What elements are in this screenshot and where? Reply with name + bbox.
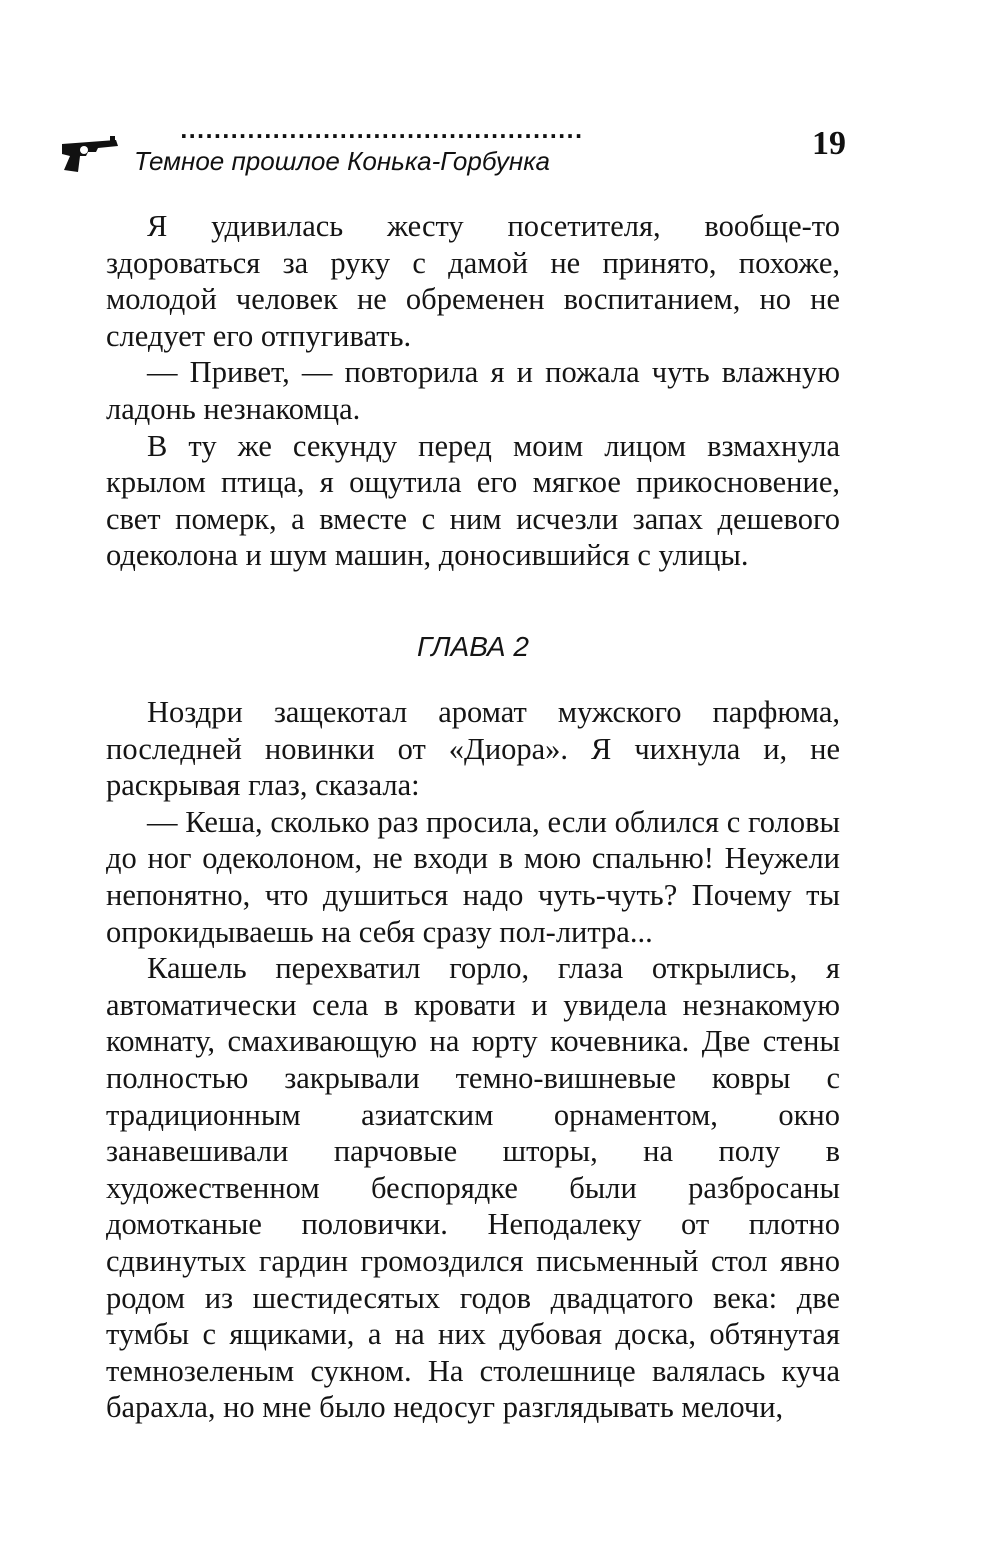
paragraph: Ноздри защекотал аромат мужского парфюма, последней новинки от «Диора». Я чихнула и, не раскрывая глаз, сказала: (106, 695, 840, 803)
running-title: Темное прошлое Конька-Горбунка (134, 146, 550, 176)
paragraph: — Кеша, сколько раз просила, если облился с головы до ног одеколоном, не входи в мою спальню! Неужели непонятно, что душиться надо чуть-чуть? Почему ты опрокидываешь на себя сразу пол-литра... (106, 804, 840, 949)
header-dotted-rule: ................................................ (180, 119, 584, 143)
page-number: 19 (812, 125, 846, 162)
chapter-heading: ГЛАВА 2 (417, 631, 529, 662)
revolver-icon (58, 130, 122, 174)
running-header (50, 118, 850, 188)
paragraph: Я удивилась жесту посетителя, вообще-то здороваться за руку с дамой не принято, похоже, молодой человек не обременен воспитанием, но не следует его отпугивать. (106, 209, 840, 353)
text-before-chapter (106, 208, 840, 574)
paragraph: В ту же секунду перед моим лицом взмахнула крылом птица, я ощутила его мягкое прикосновение, свет померк, а вместе с ним исчезли запах дешевого одеколона и шум машин, доносившийся с улицы. (106, 428, 840, 573)
paragraph: Кашель перехватил горло, глаза открылись, я автоматически села в кровати и увидела незнакомую комнату, смахивающую на юрту кочевника. Две стены полностью закрывали темно-вишневые ковры с традиционным азиатским орнаментом, окно занавешивали парчовые шторы, на полу в художественном беспорядке были разбросаны домотканые половички. Неподалеку от плотно сдвинутых гардин громоздился письменный стол явно родом из шестидесятых годов двадцатого века: две тумбы с ящиками, а на них дубовая доска, обтянутая темнозеленым сукном. На столешнице валялась куча барахла, но мне было недосуг разглядывать мелочи, (106, 951, 840, 1425)
text-after-chapter (106, 694, 840, 1426)
paragraph: — Привет, — повторила я и пожала чуть влажную ладонь незнакомца. (106, 355, 840, 426)
